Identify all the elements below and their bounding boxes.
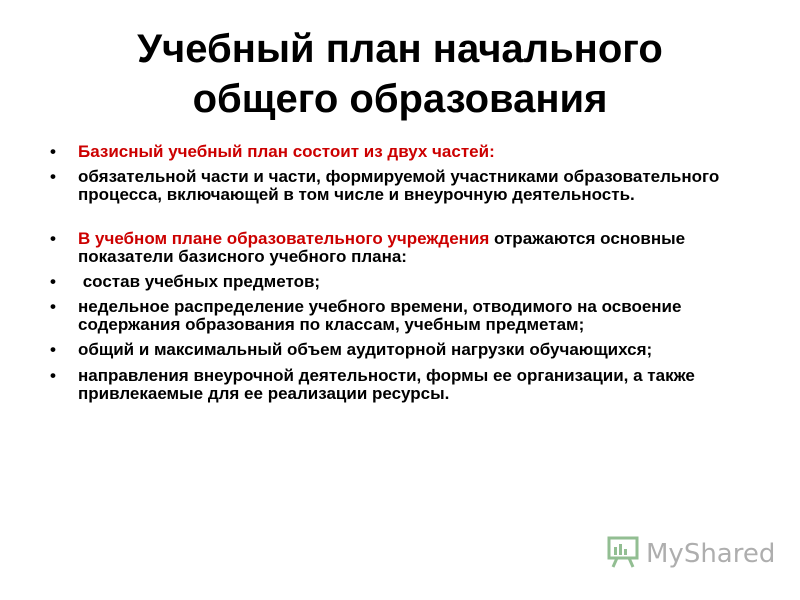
bullet-item bbox=[48, 298, 758, 334]
slide-title-line-2: общего образования bbox=[192, 77, 608, 121]
bullet-text: недельное распределение учебного времени, отводимого на освоение содержания образования по классам, учебным предметам; bbox=[78, 297, 682, 334]
bullet-dot: • bbox=[50, 229, 56, 248]
slide-title bbox=[60, 24, 740, 124]
slide-title-line-1: Учебный план начального bbox=[137, 27, 663, 71]
bullet-text: обязательной части и части, формируемой участниками образовательного процесса, включающей в том числе и внеурочную деятельность. bbox=[78, 167, 720, 204]
bullet-dot: • bbox=[50, 297, 56, 316]
bullet-list bbox=[48, 143, 758, 403]
bullet-dot: • bbox=[50, 142, 56, 161]
bullet-item bbox=[48, 168, 758, 204]
presentation-board-icon bbox=[606, 535, 640, 574]
bullet-item bbox=[48, 230, 758, 266]
bullet-text: отражаются основные показатели базисного учебного плана: bbox=[78, 229, 686, 266]
bullet-lead-text: В учебном плане образовательного учреждения bbox=[78, 229, 490, 248]
watermark-logo-text: MyShared bbox=[646, 539, 776, 569]
myshared-watermark bbox=[606, 536, 775, 572]
bullet-item bbox=[48, 143, 758, 161]
bullet-dot: • bbox=[50, 167, 56, 186]
bullet-item bbox=[48, 367, 758, 403]
bullet-item bbox=[48, 273, 758, 291]
bullet-text: общий и максимальный объем аудиторной нагрузки обучающихся; bbox=[78, 340, 653, 359]
bullet-text: Базисный учебный план состоит из двух частей: bbox=[78, 142, 495, 161]
bullet-text: состав учебных предметов; bbox=[78, 272, 321, 291]
bullet-dot: • bbox=[50, 366, 56, 385]
bullet-dot: • bbox=[50, 340, 56, 359]
bullet-dot: • bbox=[50, 272, 56, 291]
bullet-text: направления внеурочной деятельности, формы ее организации, а также привлекаемые для ее реализации ресурсы. bbox=[78, 366, 695, 403]
bullet-item bbox=[48, 341, 758, 359]
